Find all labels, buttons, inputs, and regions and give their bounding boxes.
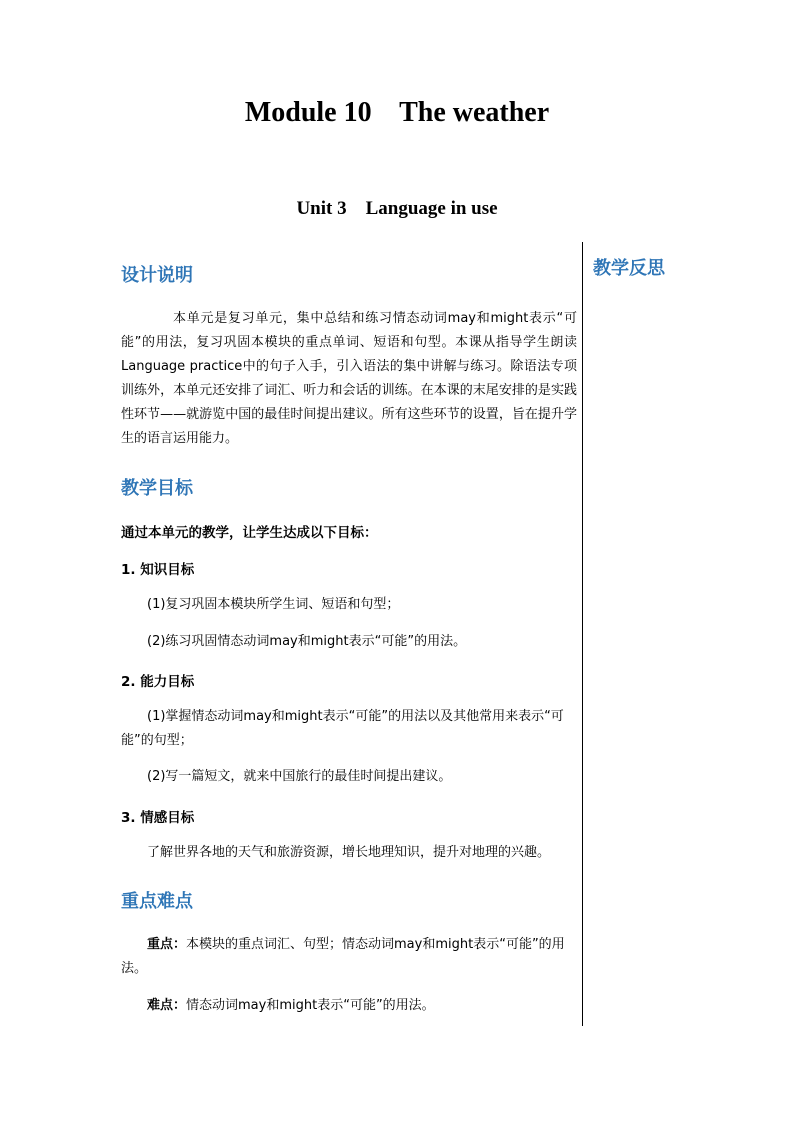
- objectives-heading: 教学目标: [121, 478, 193, 499]
- difficulty-text: 情态动词may和might表示“可能”的用法。: [186, 998, 435, 1013]
- reflection-heading: 教学反思: [593, 258, 665, 279]
- focus-point: [121, 933, 577, 981]
- knowledge-goal-title: 1. 知识目标: [121, 562, 195, 578]
- emotion-goal-title: 3. 情感目标: [121, 810, 195, 826]
- design-heading: 设计说明: [121, 265, 193, 286]
- column-divider: [582, 242, 583, 1026]
- focus-text: 本模块的重点词汇、句型；情态动词may和might表示“可能”的用法。: [121, 937, 565, 976]
- difficulty-point: [121, 994, 577, 1018]
- keypoints-heading: 重点难点: [121, 891, 193, 912]
- ability-goal-item-2: (2)写一篇短文，就来中国旅行的最佳时间提出建议。: [147, 769, 452, 784]
- difficulty-label: 难点：: [147, 998, 187, 1013]
- module-title: Module 10 The weather: [244, 97, 550, 128]
- ability-goal-item-1: (1)掌握情态动词may和might表示“可能”的用法以及其他常用来表示“可能”的句型；: [121, 709, 564, 748]
- ability-goal-title: 2. 能力目标: [121, 674, 195, 690]
- knowledge-goal-item-2: (2)练习巩固情态动词may和might表示“可能”的用法。: [147, 634, 467, 649]
- objectives-intro: 通过本单元的教学，让学生达成以下目标：: [121, 525, 378, 541]
- unit-title: Unit 3 Language in use: [296, 198, 498, 219]
- knowledge-goal-item-1: (1)复习巩固本模块所学生词、短语和句型；: [147, 597, 400, 612]
- emotion-goal-item-1: 了解世界各地的天气和旅游资源，增长地理知识，提升对地理的兴趣。: [147, 845, 551, 860]
- focus-label: 重点：: [147, 937, 187, 952]
- design-paragraph: 本单元是复习单元，集中总结和练习情态动词may和might表示“可能”的用法，复习巩固本模块的重点单词、短语和句型。本课从指导学生朗读Language practice中的句子入手，引入语法的集中讲解与练习。除语法专项训练外，本单元还安排了词汇、听力和会话的训练。在本课的末尾安排的是实践性环节——就游览中国的最佳时间提出建议。所有这些环节的设置，旨在提升学生的语言运用能力。: [121, 311, 577, 446]
